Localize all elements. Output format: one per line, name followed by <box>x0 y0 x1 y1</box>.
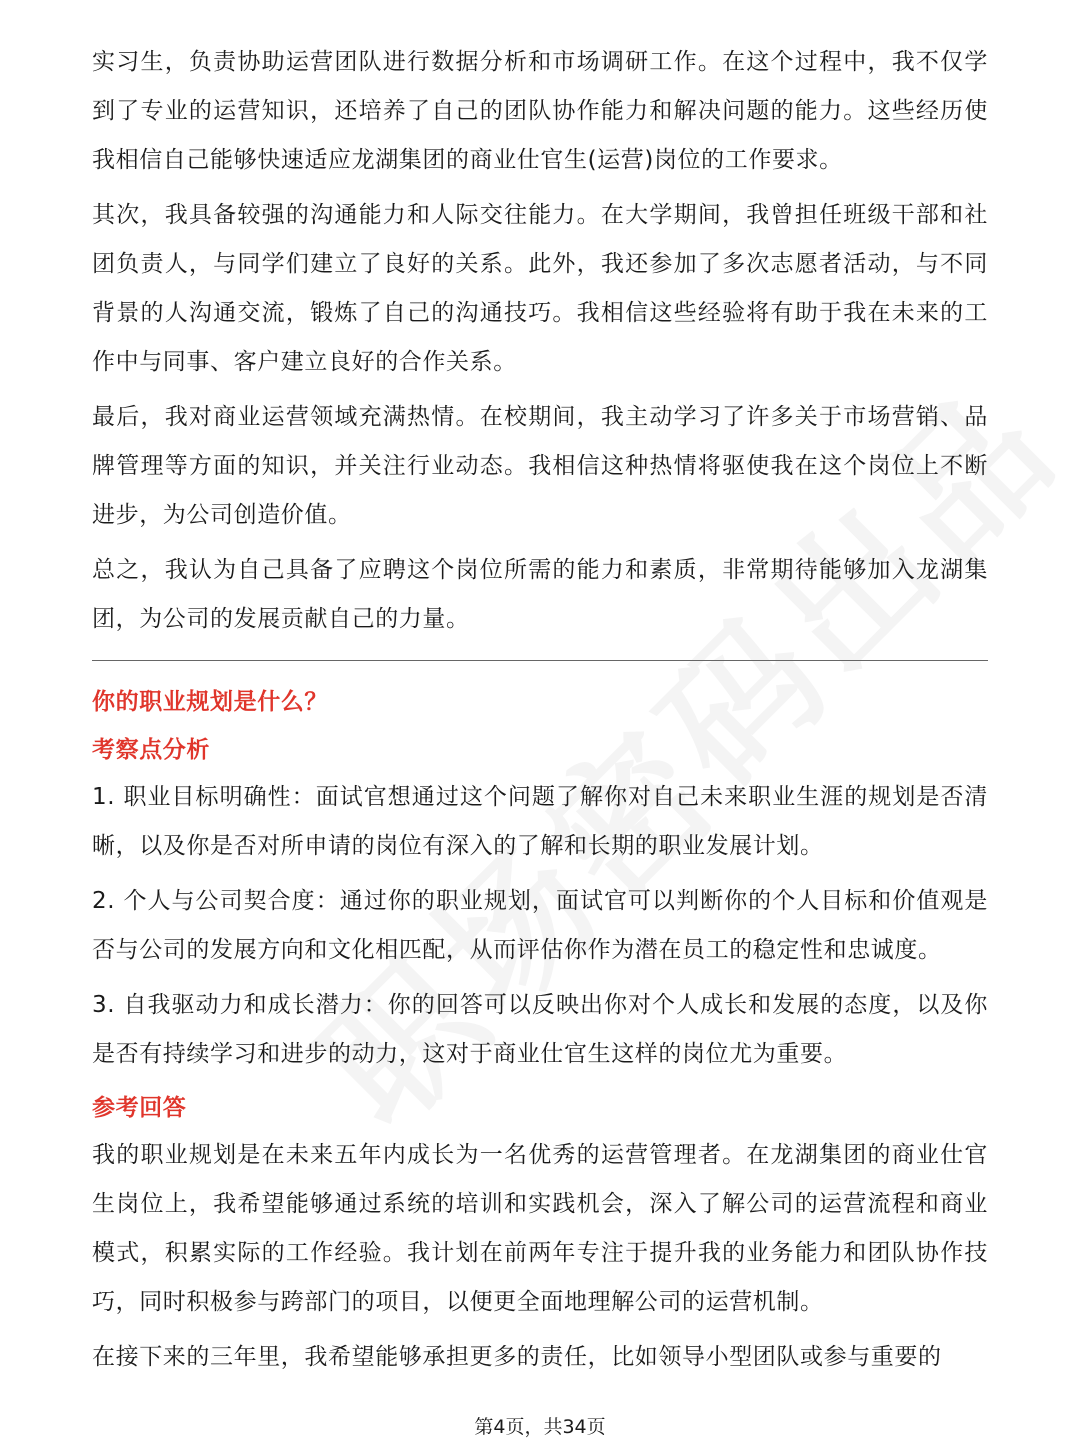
answer-heading: 参考回答 <box>92 1095 187 1121</box>
page-number: 第4页，共34页 <box>474 1416 606 1438</box>
document-page <box>92 38 988 1388</box>
analysis-heading: 考察点分析 <box>92 737 210 763</box>
answer-paragraph-1: 我的职业规划是在未来五年内成长为一名优秀的运营管理者。在龙湖集团的商业仕官生岗位上，我希望能够通过系统的培训和实践机会，深入了解公司的运营流程和商业模式，积累实际的工作经验。我计划在前两年专注于提升我的业务能力和团队协作技巧，同时积极参与跨部门的项目，以便更全面地理解公司的运营机制。 <box>92 1142 988 1315</box>
analysis-point-3: 3. 自我驱动力和成长潜力：你的回答可以反映出你对个人成长和发展的态度，以及你是否有持续学习和进步的动力，这对于商业仕官生这样的岗位尤为重要。 <box>92 992 988 1067</box>
question-heading: 你的职业规划是什么？ <box>92 689 328 715</box>
answer-paragraph-2: 在接下来的三年里，我希望能够承担更多的责任，比如领导小型团队或参与重要的 <box>92 1344 942 1370</box>
intro-paragraph-1: 实习生，负责协助运营团队进行数据分析和市场调研工作。在这个过程中，我不仅学到了专业的运营知识，还培养了自己的团队协作能力和解决问题的能力。这些经历使我相信自己能够快速适应龙湖集团的商业仕官生(运营)岗位的工作要求。 <box>92 49 988 173</box>
analysis-point-2: 2. 个人与公司契合度：通过你的职业规划，面试官可以判断你的个人目标和价值观是否与公司的发展方向和文化相匹配，从而评估你作为潜在员工的稳定性和忠诚度。 <box>92 888 988 963</box>
section-divider <box>92 660 988 661</box>
intro-paragraph-2: 其次，我具备较强的沟通能力和人际交往能力。在大学期间，我曾担任班级干部和社团负责人，与同学们建立了良好的关系。此外，我还参加了多次志愿者活动，与不同背景的人沟通交流，锻炼了自己的沟通技巧。我相信这些经验将有助于我在未来的工作中与同事、客户建立良好的合作关系。 <box>92 202 988 375</box>
intro-paragraph-4: 总之，我认为自己具备了应聘这个岗位所需的能力和素质，非常期待能够加入龙湖集团，为公司的发展贡献自己的力量。 <box>92 557 988 632</box>
intro-paragraph-3: 最后，我对商业运营领域充满热情。在校期间，我主动学习了许多关于市场营销、品牌管理等方面的知识，并关注行业动态。我相信这种热情将驱使我在这个岗位上不断进步，为公司创造价值。 <box>92 404 988 528</box>
analysis-point-1: 1. 职业目标明确性：面试官想通过这个问题了解你对自己未来职业生涯的规划是否清晰，以及你是否对所申请的岗位有深入的了解和长期的职业发展计划。 <box>92 784 988 859</box>
